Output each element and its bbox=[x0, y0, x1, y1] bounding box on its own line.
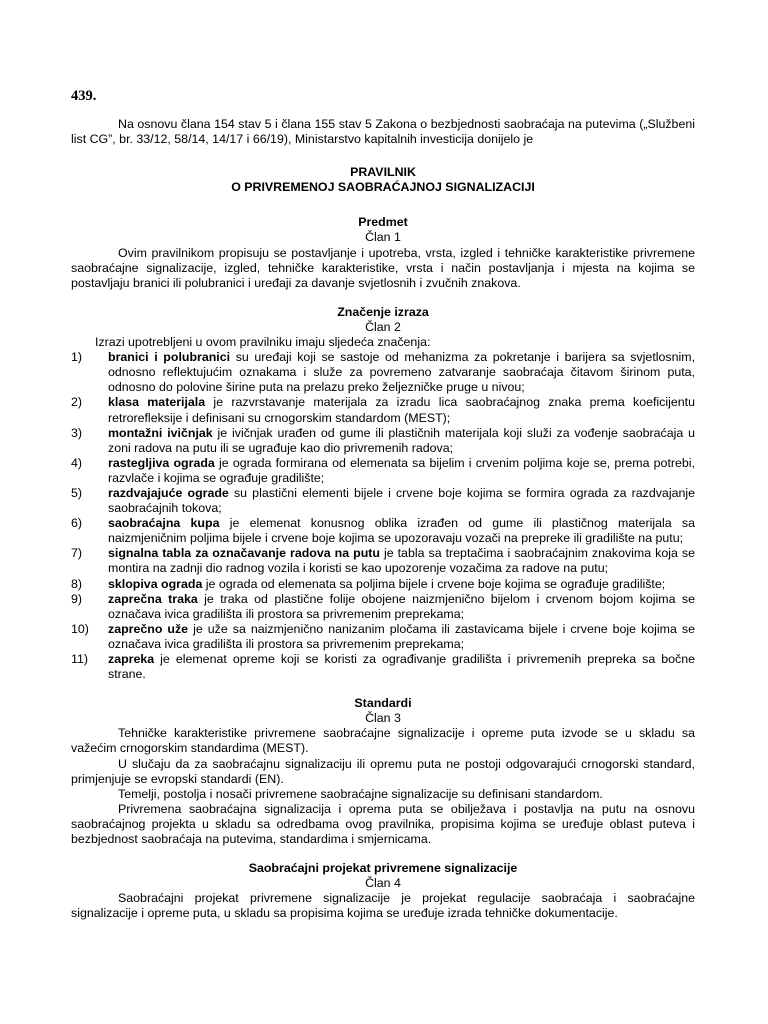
item-text: je razvrstavanje materijala za izradu lica saobraćajnog znaka prema koeficijentu retrorefleksije i definisani su crnogorskim standardom (MEST); bbox=[108, 395, 696, 425]
item-term: rastegljiva ograda bbox=[108, 455, 215, 470]
list-item bbox=[71, 486, 695, 516]
item-number: 10) bbox=[71, 621, 89, 636]
section-heading: Standardi bbox=[354, 696, 412, 711]
item-term: montažni ivičnjak bbox=[108, 425, 213, 440]
item-number: 2) bbox=[71, 395, 83, 410]
item-term: sklopiva ograda bbox=[108, 576, 203, 591]
section-heading: Značenje izraza bbox=[337, 304, 429, 319]
title-line-1: PRAVILNIK bbox=[350, 165, 416, 180]
section-znacenje-izraza bbox=[71, 305, 695, 682]
item-text: je uže sa naizmjenično nanizanim pločama ili zastavicama bijele i crvene boje kojima se označava ivica gradilišta ili prostora sa privremenim preprekama; bbox=[108, 621, 695, 651]
definitions-list bbox=[71, 350, 695, 682]
list-item bbox=[71, 622, 695, 652]
item-number: 7) bbox=[71, 546, 83, 561]
article-number: Član 1 bbox=[365, 230, 401, 245]
paragraph: Ovim pravilnikom propisuju se postavljanje i upotreba, vrsta, izgled i tehničke karakteristike privremene saobraćajne signalizacije, izgled, tehničke karakteristike, vrsta i način postavljanja i mjesta na kojima se postavljaju branici ili polubranici i uređaji za davanje svjetlosnih i zvučnih znakova. bbox=[71, 245, 695, 290]
list-item bbox=[71, 577, 695, 592]
list-item bbox=[71, 456, 695, 486]
section-predmet bbox=[71, 215, 695, 290]
item-number: 11) bbox=[71, 652, 88, 666]
document-number: 439. bbox=[71, 88, 97, 104]
item-number: 9) bbox=[71, 591, 83, 606]
list-item bbox=[71, 395, 695, 425]
item-number: 5) bbox=[71, 485, 83, 500]
list-item bbox=[71, 350, 695, 395]
document-page bbox=[71, 88, 695, 922]
section-heading: Predmet bbox=[358, 215, 408, 230]
item-text: je ograda formirana od elemenata sa bijelim i crvenim poljima koje se, prema potrebi, razvlače i kojima se ograđuje gradilište; bbox=[108, 455, 695, 485]
item-term: signalna tabla za označavanje radova na putu bbox=[108, 546, 380, 561]
list-item bbox=[71, 652, 695, 682]
item-number: 3) bbox=[71, 425, 83, 440]
preamble: Na osnovu člana 154 stav 5 i člana 155 stav 5 Zakona o bezbjednosti saobraćaja na putevima („Službeni list CG”, br. 33/12, 58/14, 14/17 i 66/19), Ministarstvo kapitalnih investicija donijelo je bbox=[71, 117, 695, 147]
list-item bbox=[71, 426, 695, 456]
list-item bbox=[71, 546, 695, 576]
paragraph: Temelji, postolja i nosači privremene saobraćajne signalizacije su definisani standardom. bbox=[118, 786, 603, 801]
item-term: zaprečno uže bbox=[108, 621, 189, 636]
item-text: su uređaji koji se sastoje od mehanizma za pokretanje i barijera sa svjetlosnim, odnosno reflektujućim oznakama i služe za povremeno zatvaranje saobraćaja čitavom širinom puta, odnosno do polovine širine puta na prelazu preko željezničke pruge u nivou; bbox=[108, 350, 696, 395]
item-term: branici i polubranici bbox=[108, 350, 231, 365]
item-text: je ivičnjak urađen od gume ili plastičnih materijala koji služi za vođenje saobraćaja u zoni radova na putu ili se ugrađuje kao dio privremenih radova; bbox=[108, 425, 695, 455]
list-item bbox=[71, 516, 695, 546]
article-number: Član 3 bbox=[365, 711, 401, 726]
item-text: je ograda od elemenata sa poljima bijele i crvene boje kojima se ograđuje gradilište; bbox=[202, 576, 666, 591]
paragraph: U slučaju da za saobraćajnu signalizaciju ili opremu puta ne postoji odgovarajući crnogorski standard, primjenjuje se evropski standardi (EN). bbox=[71, 756, 695, 786]
item-number: 8) bbox=[71, 576, 83, 591]
item-text: je traka od plastične folije obojene naizmjenično bijelom i crvenom bojom kojima se označava ivica gradilišta ili prostora sa privremenim preprekama; bbox=[108, 591, 695, 621]
item-text: je elemenat opreme koji se koristi za ograđivanje gradilišta i privremenih prepreka sa bočne strane. bbox=[108, 652, 695, 682]
item-number: 1) bbox=[71, 350, 83, 365]
paragraph: Privremena saobraćajna signalizacija i oprema puta se obilježava i postavlja na putu na osnovu saobraćajnog projekta u skladu sa odredbama ovog pravilnika, propisima kojima se uređuje oblast puteva i bezbjednost saobraćaja na putevima, standardima i smjernicama. bbox=[71, 801, 695, 847]
document-title bbox=[71, 165, 695, 195]
list-lead: Izrazi upotrebljeni u ovom pravilniku imaju sljedeća značenja: bbox=[95, 335, 431, 350]
paragraph: Saobraćajni projekat privremene signalizacije je projekat regulacije saobraćaja i saobraćajne signalizacije i opreme puta, u skladu sa propisima kojima se uređuje izrada tehničke dokumentacije. bbox=[71, 891, 695, 921]
item-term: saobraćajna kupa bbox=[108, 516, 220, 531]
paragraph: Tehničke karakteristike privremene saobraćajne signalizacije i opreme puta izvode se u skladu sa važećim crnogorskim standardima (MEST). bbox=[71, 726, 695, 756]
article-number: Član 4 bbox=[365, 876, 401, 891]
list-item bbox=[71, 592, 695, 622]
article-number: Član 2 bbox=[365, 319, 401, 334]
item-term: klasa materijala bbox=[108, 395, 206, 410]
section-standardi bbox=[71, 696, 695, 847]
section-heading: Saobraćajni projekat privremene signalizacije bbox=[248, 861, 518, 876]
item-text: su plastični elementi bijele i crvene boje kojima se formira ograda za razdvajanje saobraćajnih tokova; bbox=[108, 485, 695, 516]
title-line-2: O PRIVREMENOJ SAOBRAĆAJNOJ SIGNALIZACIJI bbox=[231, 180, 535, 195]
item-term: zaprečna traka bbox=[108, 591, 198, 606]
item-term: zapreka bbox=[108, 652, 155, 666]
item-number: 4) bbox=[71, 455, 83, 470]
section-saobracajni-projekat bbox=[71, 861, 695, 921]
item-text: je tabla sa treptačima i saobraćajnim znakovima koja se montira na zadnji dio radnog vozila i koristi se kao upozorenje vozačima za radove na putu; bbox=[108, 546, 695, 576]
item-number: 6) bbox=[71, 516, 83, 531]
item-text: je elemenat konusnog oblika izrađen od gume ili plastičnog materijala sa naizmjeničnim poljima bijele i crvene boje kojima se upozoravaju vozači na prepreke ili gradilište na putu; bbox=[108, 516, 695, 546]
item-term: razdvajajuće ograde bbox=[108, 485, 229, 500]
